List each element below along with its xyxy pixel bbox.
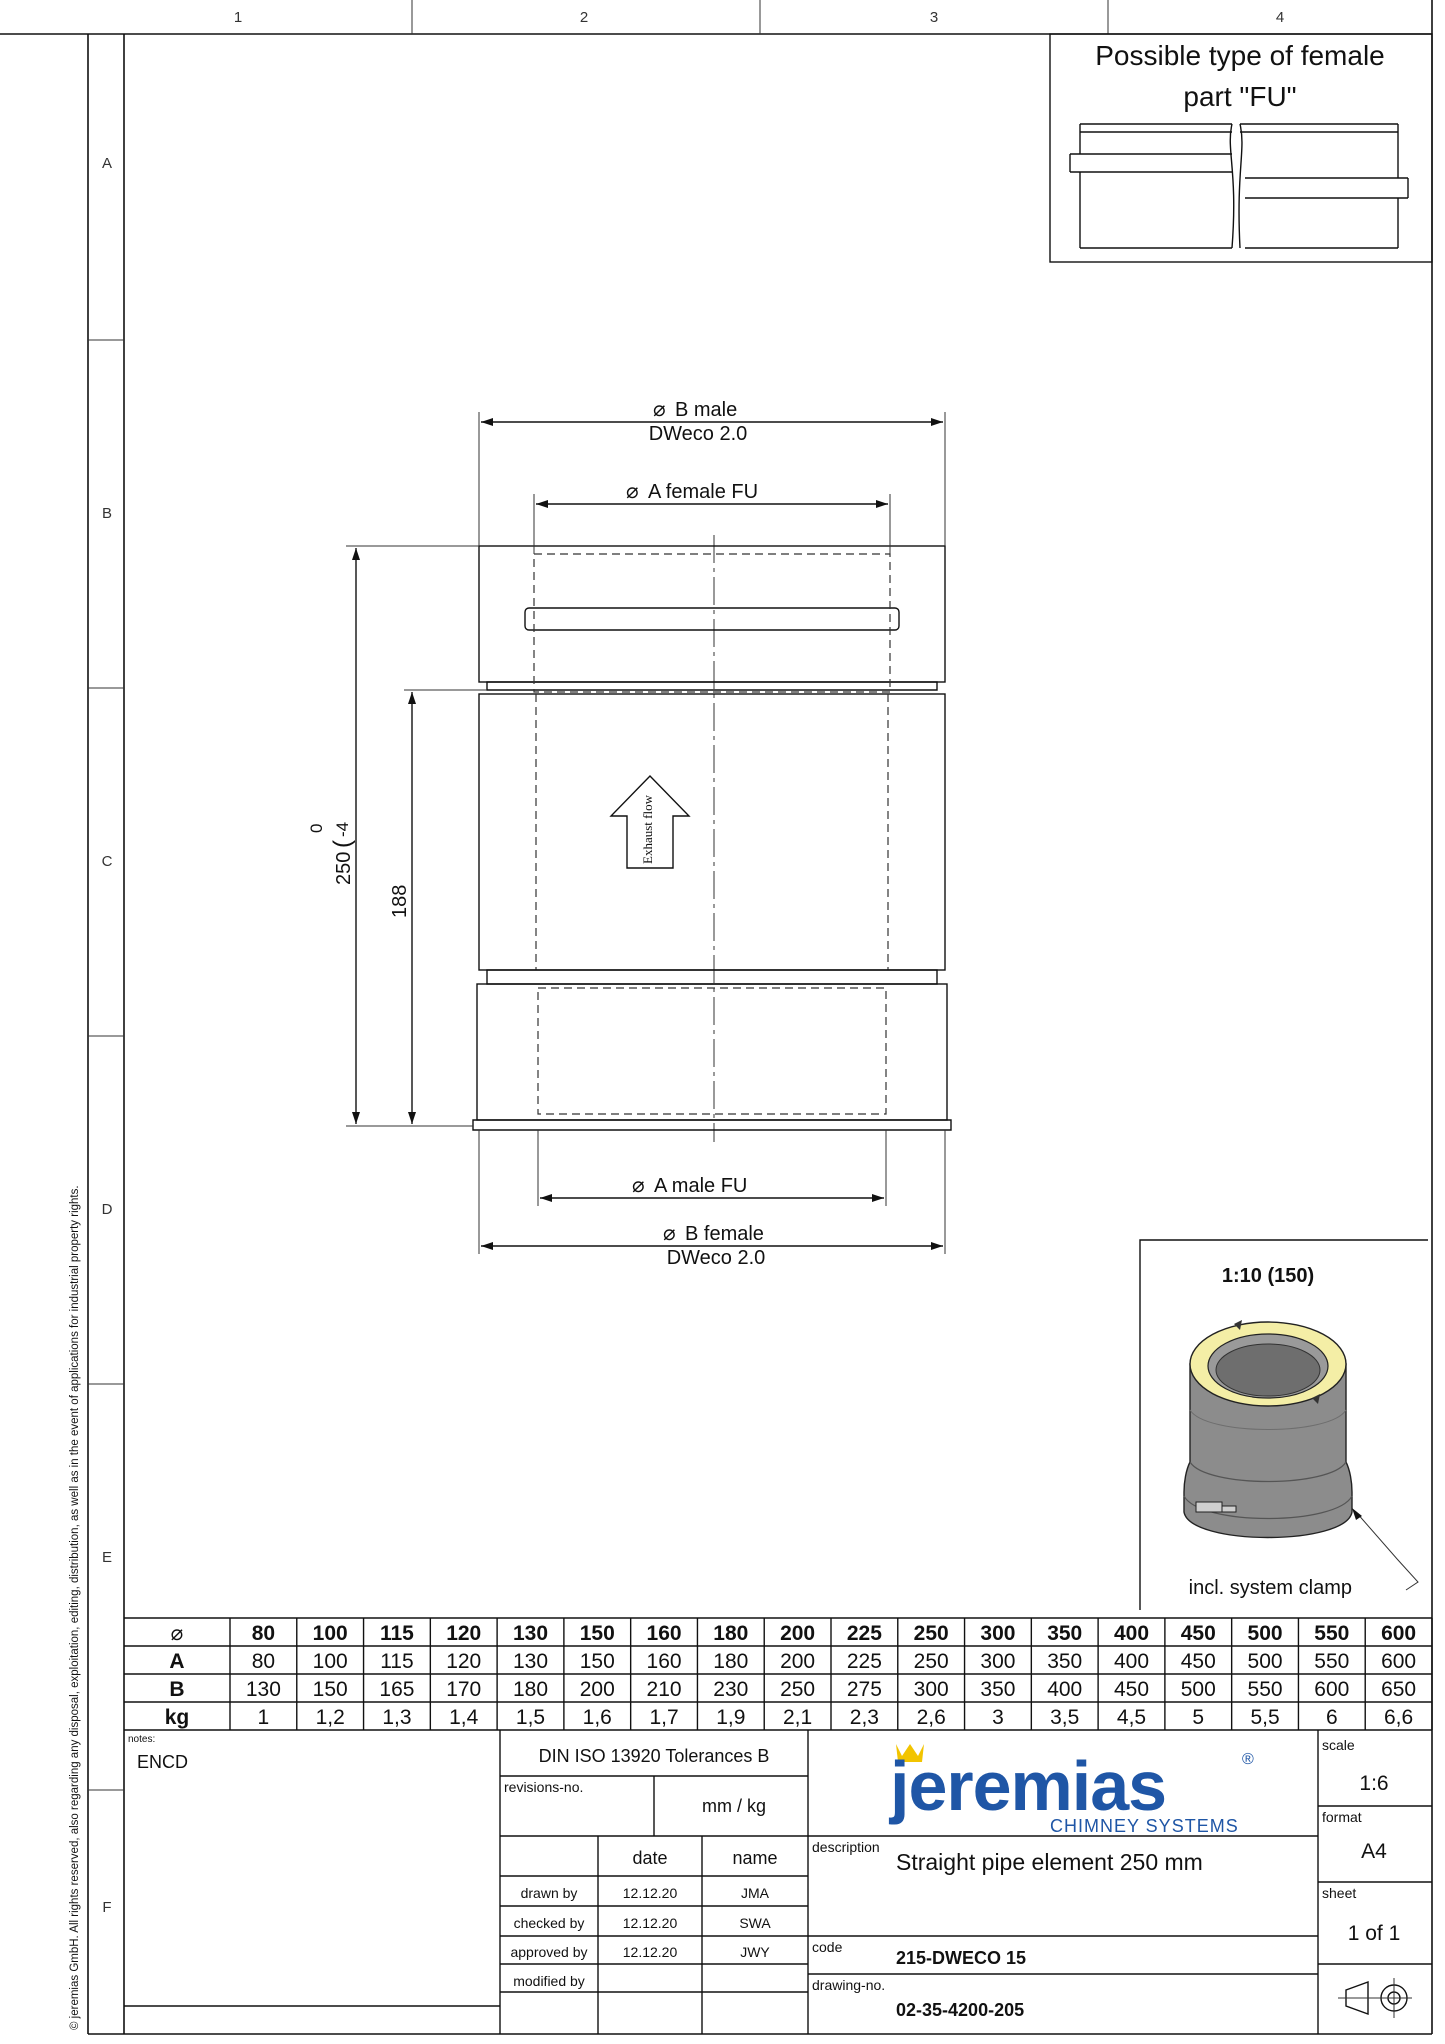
phi-symbol-a-female: ⌀	[626, 480, 639, 503]
tolerance-bracket-open: (	[329, 840, 356, 848]
detail-clamp-label: incl. system clamp	[1188, 1577, 1352, 1599]
table-cell: 130	[512, 1650, 549, 1673]
table-cell: 1,6	[582, 1706, 612, 1729]
table-cell: 650	[1381, 1678, 1417, 1701]
detail-scale-label: 1:10 (150)	[1221, 1265, 1315, 1287]
table-cell: 400	[1047, 1678, 1083, 1701]
table-header-cell: 80	[251, 1622, 276, 1645]
grid-column-3: 3	[929, 9, 939, 26]
approval-row-date: 12.12.20	[622, 1915, 678, 1931]
inset-pipe-sketch	[1070, 124, 1408, 248]
table-header-cell: 120	[446, 1622, 482, 1645]
table-cell: 200	[579, 1678, 615, 1701]
dimension-table	[124, 1618, 1432, 1730]
approval-row-label: approved by	[510, 1944, 588, 1960]
date-header: date	[632, 1848, 668, 1868]
approval-rows	[510, 1885, 771, 1989]
grid-row-A: A	[101, 155, 113, 172]
logo-subtitle: CHIMNEY SYSTEMS	[1050, 1816, 1239, 1836]
table-header-cell: 200	[780, 1622, 816, 1645]
table-row-label: B	[169, 1678, 185, 1701]
format-value: A4	[1361, 1840, 1387, 1863]
dim-a-male: A male FU	[654, 1175, 748, 1197]
grid-column-1: 1	[233, 9, 243, 26]
scale-label: scale	[1322, 1737, 1355, 1753]
grid-row-F: F	[102, 1899, 112, 1916]
table-header-cell: 225	[846, 1622, 882, 1645]
table-cell: 450	[1113, 1678, 1150, 1701]
table-cell: 100	[312, 1650, 348, 1673]
jeremias-logo	[888, 1744, 1254, 1836]
table-cell: 600	[1381, 1650, 1417, 1673]
detail-pipe-illustration	[1184, 1320, 1352, 1538]
format-label: format	[1322, 1809, 1362, 1825]
table-cell: 400	[1113, 1650, 1150, 1673]
grid-row-B: B	[101, 505, 113, 522]
copyright-notice: © jeremias GmbH. All rights reserved, also regarding any disposal, exploitation, editing, distribution, as well as in the event of applications for industrial property rights.	[69, 1185, 81, 2030]
sheet-label: sheet	[1322, 1885, 1357, 1901]
approval-row-label: modified by	[513, 1973, 585, 1989]
logo-registered: ®	[1242, 1751, 1254, 1768]
approval-row-date: 12.12.20	[622, 1885, 678, 1901]
approval-row-label: checked by	[513, 1915, 585, 1931]
table-cell: 500	[1180, 1678, 1216, 1701]
table-cell: 6,6	[1384, 1706, 1414, 1729]
dim-b-female: B female	[685, 1223, 764, 1245]
code-label: code	[812, 1939, 843, 1955]
table-cell: 1,5	[515, 1706, 546, 1729]
inset-title-line1: Possible type of female	[1095, 40, 1385, 71]
drawing-no-label: drawing-no.	[812, 1977, 886, 1993]
pipe-element-drawing	[473, 535, 951, 1142]
dim-height-inner: 188	[389, 884, 411, 918]
grid-row-E: E	[101, 1549, 113, 1566]
detail-view	[1140, 1240, 1428, 1610]
dimensions	[307, 398, 945, 1269]
inset-female-part	[1050, 34, 1432, 262]
table-cell: 350	[980, 1678, 1016, 1701]
table-cell: 500	[1247, 1650, 1283, 1673]
table-cell: 3	[992, 1706, 1004, 1729]
table-cell: 300	[913, 1678, 949, 1701]
table-cell: 1	[257, 1706, 270, 1729]
table-header-cell: 100	[312, 1622, 348, 1645]
units-text: mm / kg	[701, 1796, 767, 1816]
table-cell: 115	[380, 1650, 414, 1673]
approval-row-label: drawn by	[520, 1885, 578, 1901]
drawing-no-value: 02-35-4200-205	[896, 2000, 1025, 2020]
table-cell: 200	[780, 1650, 816, 1673]
table-cell: 225	[846, 1650, 882, 1673]
scale-value: 1:6	[1359, 1772, 1389, 1795]
table-cell: 1,7	[649, 1706, 679, 1729]
table-header-cell: 400	[1113, 1622, 1150, 1645]
table-header-cell: 450	[1180, 1622, 1216, 1645]
table-cell: 160	[646, 1650, 682, 1673]
table-cell: 80	[251, 1650, 276, 1673]
exhaust-flow-label: Exhaust flow	[640, 795, 655, 864]
approval-row-name: JWY	[740, 1944, 770, 1960]
inset-title-line2: part "FU"	[1183, 81, 1297, 112]
table-header-cell: 150	[579, 1622, 615, 1645]
table-cell: 180	[512, 1678, 549, 1701]
table-cell: 4,5	[1116, 1706, 1147, 1729]
grid-column-2: 2	[579, 9, 589, 26]
table-header-cell: 180	[713, 1622, 749, 1645]
table-header-cell: 550	[1314, 1622, 1350, 1645]
description-value: Straight pipe element 250 mm	[896, 1849, 1203, 1875]
table-cell: 550	[1314, 1650, 1350, 1673]
tol-upper: 0	[307, 823, 326, 833]
table-header-cell: 160	[646, 1622, 682, 1645]
table-cell: 6	[1325, 1706, 1338, 1729]
table-cell: 130	[245, 1678, 281, 1701]
table-cell: 275	[846, 1678, 882, 1701]
table-cell: 170	[446, 1678, 482, 1701]
table-header-cell: 250	[913, 1622, 949, 1645]
dim-a-female: A female FU	[648, 481, 759, 503]
table-cell: 1,4	[449, 1706, 479, 1729]
dim-b-male-sub: DWeco 2.0	[648, 423, 748, 445]
logo-text: jeremias	[890, 1747, 1167, 1825]
table-cell: 5	[1192, 1706, 1205, 1729]
phi-symbol-a-male: ⌀	[632, 1174, 645, 1197]
table-cell: 165	[379, 1678, 415, 1701]
table-cell: 250	[913, 1650, 949, 1673]
dim-b-female-sub: DWeco 2.0	[666, 1247, 766, 1269]
grid-row-C: C	[101, 853, 113, 870]
table-cell: 230	[713, 1678, 749, 1701]
revisions-label: revisions-no.	[504, 1779, 584, 1795]
table-cell: 600	[1314, 1678, 1350, 1701]
table-cell: 350	[1047, 1650, 1083, 1673]
name-header: name	[732, 1848, 778, 1868]
table-cell: 210	[646, 1678, 682, 1701]
dim-b-male: B male	[675, 399, 738, 421]
table-cell: 1,2	[315, 1706, 345, 1729]
projection-symbol-icon	[1338, 1978, 1412, 2018]
sheet-value: 1 of 1	[1347, 1922, 1401, 1945]
table-header-cell: 600	[1381, 1622, 1417, 1645]
table-cell: 150	[312, 1678, 348, 1701]
table-cell: 120	[446, 1650, 482, 1673]
dim-height-total: 250	[333, 851, 355, 885]
approval-row-name: JMA	[741, 1885, 769, 1901]
table-cell: 300	[980, 1650, 1016, 1673]
table-cell: 180	[713, 1650, 749, 1673]
table-cell: 1,3	[382, 1706, 412, 1729]
table-header-cell: 350	[1047, 1622, 1083, 1645]
table-cell: 150	[579, 1650, 615, 1673]
notes-label: notes:	[128, 1734, 156, 1745]
phi-symbol-b-male: ⌀	[653, 398, 666, 421]
table-header-cell: 130	[512, 1622, 549, 1645]
table-header-cell: 115	[379, 1622, 414, 1645]
tol-lower: -4	[333, 821, 352, 837]
table-header-cell: 500	[1247, 1622, 1283, 1645]
description-label: description	[812, 1839, 880, 1855]
notes-value: ENCD	[137, 1752, 189, 1772]
table-cell: 5,5	[1250, 1706, 1280, 1729]
table-header-cell: 300	[980, 1622, 1016, 1645]
table-cell: 2,6	[916, 1706, 946, 1729]
table-cell: 2,3	[849, 1706, 879, 1729]
grid-row-D: D	[101, 1201, 113, 1218]
table-cell: 550	[1247, 1678, 1283, 1701]
table-row-label: kg	[164, 1706, 190, 1729]
grid-labels	[102, 9, 1285, 1916]
table-cell: 3,5	[1050, 1706, 1080, 1729]
grid-column-4: 4	[1275, 9, 1285, 26]
table-cell: 2,1	[783, 1706, 813, 1729]
table-row-label: A	[169, 1650, 185, 1673]
table-cell: 450	[1180, 1650, 1216, 1673]
approval-row-name: SWA	[739, 1915, 771, 1931]
table-cell: 250	[780, 1678, 816, 1701]
table-header-phi: ⌀	[170, 1622, 184, 1645]
phi-symbol-b-female: ⌀	[663, 1222, 676, 1245]
title-block	[124, 1730, 1432, 2034]
table-cell: 1,9	[716, 1706, 746, 1729]
code-value: 215-DWECO 15	[896, 1948, 1027, 1968]
tolerance-text: DIN ISO 13920 Tolerances B	[538, 1746, 770, 1766]
approval-row-date: 12.12.20	[622, 1944, 678, 1960]
